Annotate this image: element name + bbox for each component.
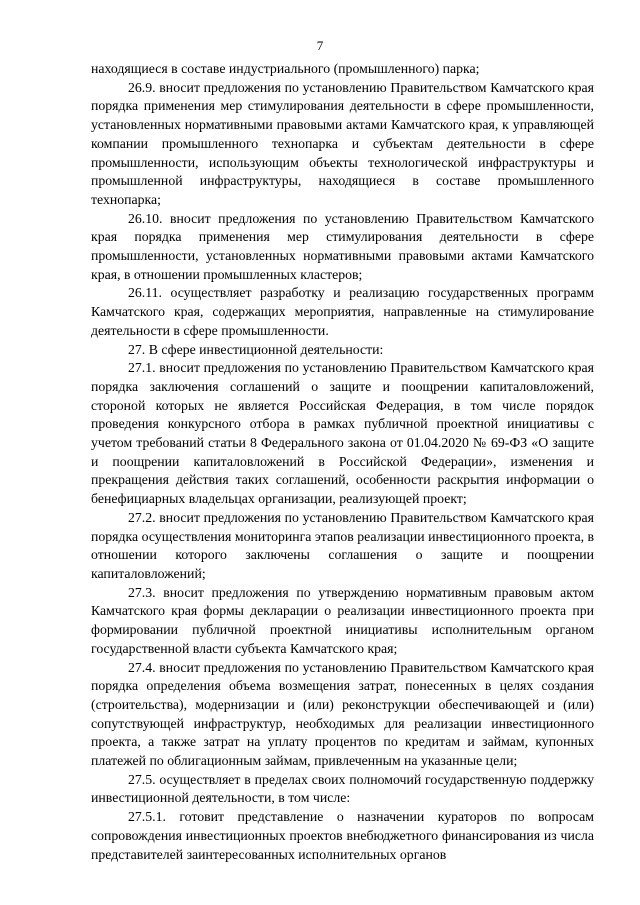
paragraph-27-5-1: 27.5.1. готовит представление о назначении кураторов по вопросам сопровождения инвестиционных проектов внебюджетного финансирования из числа представителей заинтересованных исполнительных органов <box>91 809 594 862</box>
paragraph-27-heading: 27. В сфере инвестиционной деятельности: <box>128 341 384 357</box>
paragraph-27-3: 27.3. вносит предложения по утверждению нормативным правовым актом Камчатского края формы декларации о реализации инвестиционного проекта при формировании публичной проектной инициативы исполнительным органом государственной власти субъекта Камчатского края; <box>91 584 594 656</box>
paragraph-27-1: 27.1. вносит предложения по установлению Правительством Камчатского края порядка заключения соглашений о защите и поощрении капиталовложений, стороной которых не является Российская Федерация, в том числе порядок проведения конкурсного отбора в рамках публичной проектной инициативы с учетом требований статьи 8 Федерального закона от 01.04.2020 № 69-ФЗ «О защите и поощрении капиталовложений в Российской Федерации», изменения и прекращения действия таких соглашений, особенности раскрытия информации о бенефициарных владельцах организации, реализующей проект; <box>91 360 594 507</box>
paragraph-27-2: 27.2. вносит предложения по установлению Правительством Камчатского края порядка осуществления мониторинга этапов реализации инвестиционного проекта, в отношении которого заключены соглашения о защите и поощрении капиталовложений; <box>91 509 594 581</box>
paragraph-27-5: 27.5. осуществляет в пределах своих полномочий государственную поддержку инвестиционной деятельности, в том числе: <box>91 771 594 806</box>
paragraph-26-11: 26.11. осуществляет разработку и реализацию государственных программ Камчатского края, содержащих мероприятия, направленные на стимулирование деятельности в сфере промышленности. <box>91 285 594 338</box>
page-number: 7 <box>316 38 324 53</box>
paragraph-26-10: 26.10. вносит предложения по установлению Правительством Камчатского края порядка применения мер стимулирования деятельности в сфере промышленности, установленных нормативными правовыми актами Камчатского края, в отношении промышленных кластеров; <box>91 210 594 282</box>
paragraph-26-9: 26.9. вносит предложения по установлению Правительством Камчатского края порядка применения мер стимулирования деятельности в сфере промышленности, установленных нормативными правовыми актами Камчатского края, к управляющей компании промышленного технопарка и субъектам деятельности в сфере промышленности, использующим объекты технологической инфраструктуры и промышленной инфраструктуры, находящиеся в составе промышленного технопарка; <box>91 79 594 207</box>
paragraph-27-4: 27.4. вносит предложения по установлению Правительством Камчатского края порядка определения объема возмещения затрат, понесенных в целях создания (строительства), модернизации и (или) реконструкции обеспечивающей и (или) сопутствующей инфраструктур, необходимых для реализации инвестиционного проекта, а также затрат на уплату процентов по кредитам и займам, купонных платежей по облигационным займам, привлеченным на указанные цели; <box>91 659 594 769</box>
paragraph-continuation: находящиеся в составе индустриального (промышленного) парка; <box>91 61 480 76</box>
document-body <box>91 60 594 864</box>
